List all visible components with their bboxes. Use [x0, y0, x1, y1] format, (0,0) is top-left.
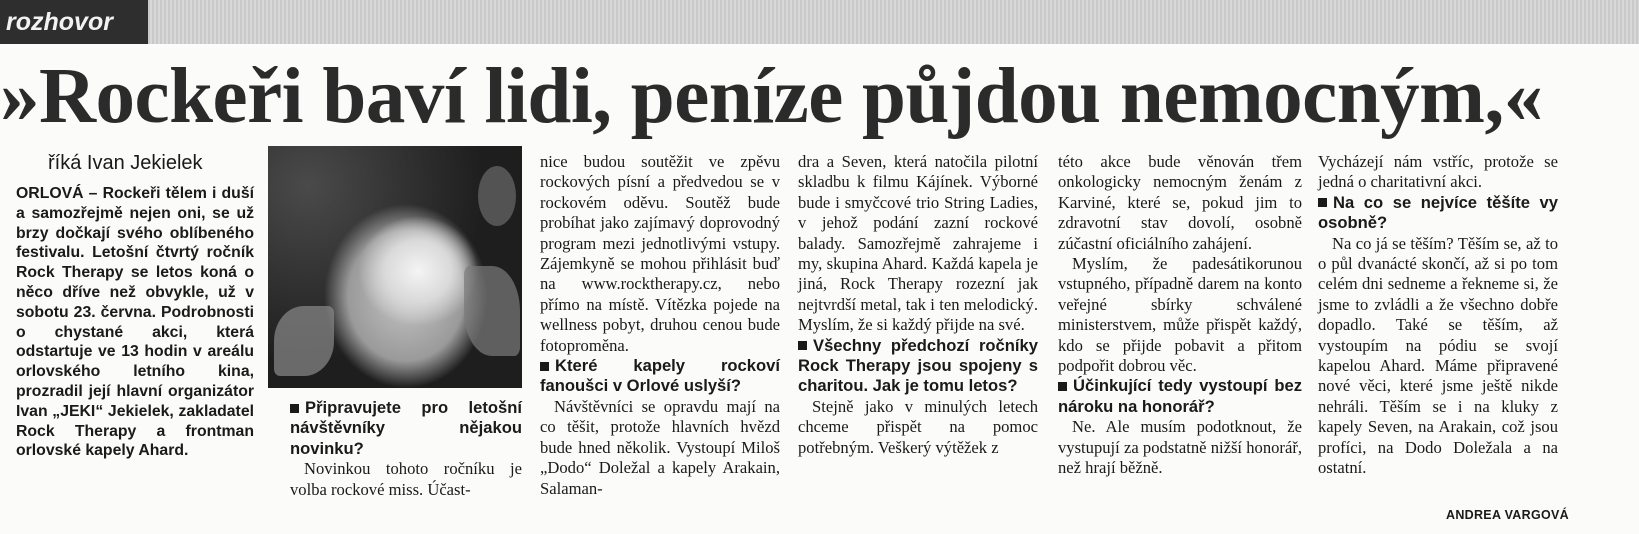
paragraph: této akce bude věnován třem onkologicky nemocným ženám z Karviné, které se, pokud jim to zdravotní stav dovolí, osobně zúčastní oficiálního zahájení. [1058, 152, 1302, 253]
answer-text: Novinkou tohoto ročníku je volba rockové miss. Účast- [290, 459, 522, 499]
answer-text: Na co já se těším? Těším se, až to o půl dvanácté skončí, až si po tom celém dni sedneme a řekneme si, že jsme to zvládli a že všechno dobře dopadlo. Také se těším, až vystoupím na pódiu se svojí kapelou Ahard. Máme připravené nové věci, které jsme ještě nikde nehráli. Těším se i na kluky z kapely Seven, na Arakain, což jsou profíci, na Dodo Doležala a na ostatní. [1318, 233, 1558, 478]
leaf-shape [478, 166, 516, 226]
lead-paragraph: ORLOVÁ – Rockeři tělem i duší a samozřejmě nejen oni, se už brzy dočkají svého oblíbeného festivalu. Letošní čtvrtý ročník Rock Therapy se letos koná o něco dříve než obvykle, už v sobotu 23. června. Podrobnosti o chystané akci, která odstartuje ve 13 hodin v areálu orlovského letního kina, prozradil její hlavní organizátor Ivan „JEKI“ Jekielek, zakladatel Rock Therapy a frontman orlovské kapely Ahard. [16, 185, 254, 460]
bullet-square-icon [290, 404, 299, 413]
article-column-3 [540, 152, 780, 499]
question [1318, 193, 1558, 234]
paragraph: Myslím, že padesátikorunou vstupného, případně darem na konto veřejné sbírky schválené ministerstvem, může přispět každý, kdo se přijde pobavit a přitom podpořit dobrou věc. [1058, 254, 1302, 376]
answer-text: Ne. Ale musím podotknout, že vystupují za podstatně nižší honorář, než hrají běžně. [1058, 417, 1302, 478]
section-tag: rozhovor [0, 0, 148, 44]
bullet-square-icon [1058, 382, 1067, 391]
question [290, 398, 522, 459]
article-column-4 [798, 152, 1038, 458]
bullet-square-icon [798, 341, 807, 350]
paragraph: Vycházejí nám vstříc, protože se jedná o charitativní akci. [1318, 152, 1558, 192]
paragraph: dra a Seven, která natočila pilotní skladbu k filmu Kájínek. Výborné bude i smyčcové trio String Ladies, v jehož podání zazní rockové balady. Samozřejmě zahrajeme i my, skupina Ahard. Každá kapela je jiná, Rock Therapy rozezní jak nejtvrdší metal, tak i ten melodický. Myslím, že si každý přijde na své. [798, 152, 1038, 335]
section-header-bar [0, 0, 1639, 44]
article-column-5 [1058, 152, 1302, 479]
question-text: Které kapely rockoví fanoušci v Orlové uslyší? [540, 356, 780, 396]
article-column-2 [290, 398, 522, 500]
question-text: Účinkující tedy vystoupí bez nároku na honorář? [1058, 376, 1302, 416]
leaf-shape [274, 306, 334, 376]
article-column-6 [1318, 152, 1558, 479]
subtitle: říká Ivan Jekielek [48, 152, 203, 174]
question-text: Všechny předchozí ročníky Rock Therapy jsou spojeny s charitou. Jak je tomu letos? [798, 335, 1038, 396]
question-text: Připravujete pro letošní návštěvníky nějakou novinku? [290, 398, 522, 458]
question [1058, 376, 1302, 417]
author-byline: ANDREA VARGOVÁ [1446, 508, 1569, 522]
bullet-square-icon [1318, 198, 1327, 207]
paragraph: nice budou soutěžit ve zpěvu rockových písní a předvedou se v rockovém oděvu. Soutěž bude probíhat jako zajímavý doprovodný program mezi jednotlivými vstupy. Zájemkyně se mohou přihlásit buď na www.rocktherapy.cz, nebo přímo na místě. Vítězka pojede na wellness pobyt, druhou cenou bude fotoproměna. [540, 152, 780, 355]
bullet-square-icon [540, 362, 549, 371]
question [540, 356, 780, 397]
portrait-photo [268, 146, 522, 388]
answer-text: Stejně jako v minulých letech chceme přispět na pomoc potřebným. Veškerý výtěžek z [798, 396, 1038, 457]
answer-text: Návštěvníci se opravdu mají na co těšit, protože hlavních hvězd bude hned několik. Vystoupí Miloš „Dodo“ Doležal a kapely Arakain, Salaman- [540, 396, 780, 498]
headline: »Rockeři baví lidi, peníze půjdou nemocným,« [0, 53, 1543, 140]
question [798, 336, 1038, 397]
leaf-shape [464, 266, 520, 356]
question-text: Na co se nejvíce těšíte vy osobně? [1318, 192, 1558, 233]
